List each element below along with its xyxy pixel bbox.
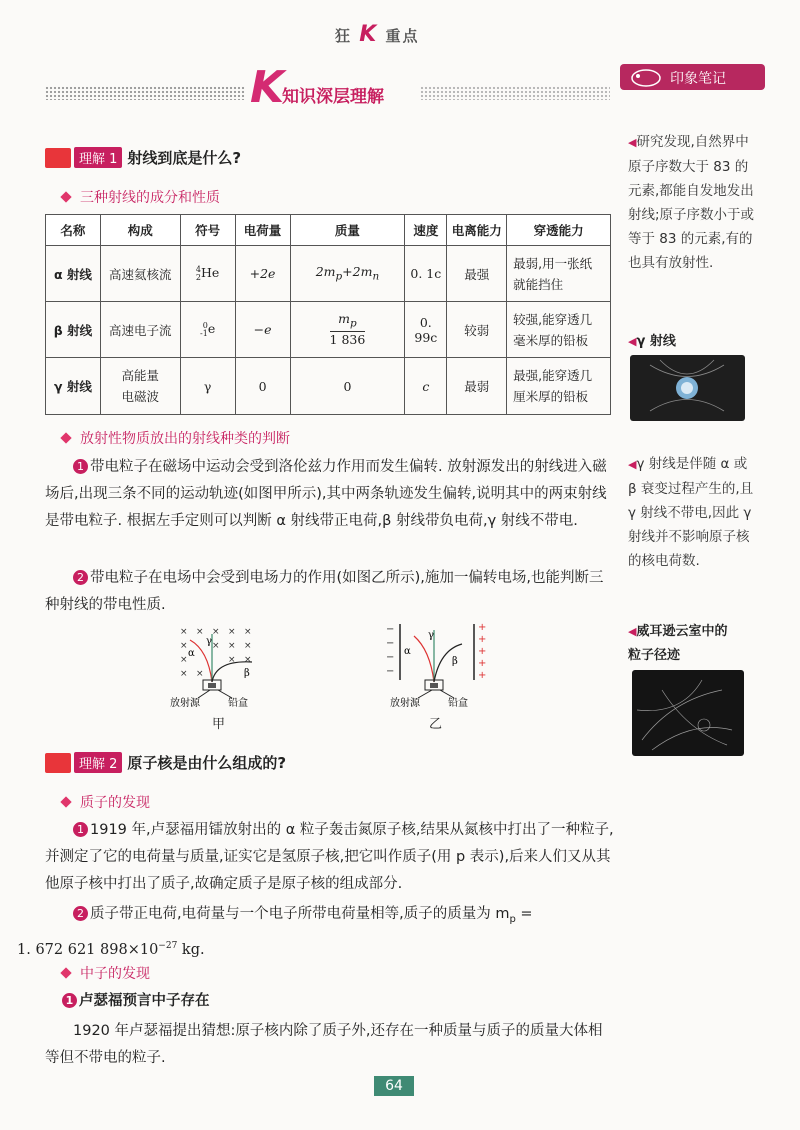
table-row-alpha xyxy=(46,246,611,302)
header-cell: 构成 xyxy=(100,215,180,246)
sidebar-note2: ◀γ 射线是伴随 α 或 β 衰变过程产生的,且 γ 射线不带电,因此 γ 射线并不影响原子核的核电荷数. xyxy=(628,456,754,569)
box-label: 铅盒 xyxy=(228,698,248,709)
svg-text:×: × xyxy=(196,669,204,679)
source-label: 放射源 xyxy=(170,698,200,709)
cell-ion: 较弱 xyxy=(447,302,507,358)
negative-signs xyxy=(386,624,394,677)
svg-text:×: × xyxy=(228,655,236,665)
sidebar-caption2: ◀威耳逊云室中的 粒子径迹 xyxy=(628,624,728,663)
cloud-chamber-image xyxy=(632,670,744,756)
svg-text:−: − xyxy=(386,638,395,649)
source-label: 放射源 xyxy=(390,698,420,709)
cell-name: β 射线 xyxy=(46,302,101,358)
figure-magnetic-field xyxy=(160,620,290,720)
header-cell: 符号 xyxy=(180,215,235,246)
beta-label: β xyxy=(244,668,250,679)
gamma-label: γ xyxy=(428,630,434,641)
alpha-label: α xyxy=(404,646,411,657)
triangle-icon: ◀ xyxy=(628,136,637,149)
cell-penetration: 较强,能穿透几 毫米厚的铅板 xyxy=(507,302,611,358)
cell-speed: 0. 1c xyxy=(405,246,447,302)
svg-text:+: + xyxy=(478,658,487,669)
header-cell: 质量 xyxy=(290,215,405,246)
svg-text:×: × xyxy=(228,641,236,651)
svg-text:×: × xyxy=(196,627,204,637)
sheep-icon xyxy=(628,67,664,87)
figure-a-title: 甲 xyxy=(212,717,226,732)
section2-heading xyxy=(45,752,286,773)
table-header-row xyxy=(46,215,611,246)
svg-text:×: × xyxy=(244,641,252,651)
source-block xyxy=(208,683,216,688)
svg-text:+: + xyxy=(478,646,487,657)
svg-text:−: − xyxy=(386,652,395,663)
cell-ion: 最强 xyxy=(447,246,507,302)
alpha-label: α xyxy=(188,648,195,659)
header-cell: 电荷量 xyxy=(235,215,290,246)
svg-text:+: + xyxy=(478,634,487,645)
svg-text:−: − xyxy=(386,624,395,635)
gamma-ray-image xyxy=(630,355,745,421)
rays-table xyxy=(45,214,611,415)
cell-comp: 高速电子流 xyxy=(100,302,180,358)
cell-charge: 0 xyxy=(235,358,290,415)
diamond-bullet-icon xyxy=(60,191,71,202)
cell-ion: 最弱 xyxy=(447,358,507,415)
cell-speed: c xyxy=(405,358,447,415)
header-cell: 电离能力 xyxy=(447,215,507,246)
section2-paragraph3: 1920 年卢瑟福提出猜想:原子核内除了质子外,还存在一种质量与质子的质量大体相等但不带电的粒子. xyxy=(45,1023,603,1066)
cell-symbol: γ xyxy=(180,358,235,415)
section2-sub2: 中子的发现 xyxy=(62,963,150,983)
section2-sub1: 质子的发现 xyxy=(62,792,150,812)
cloud-chamber-photo xyxy=(632,670,744,756)
book-icon xyxy=(45,753,71,773)
svg-text:×: × xyxy=(212,627,220,637)
cell-comp: 高速氦核流 xyxy=(100,246,180,302)
section2-badge: 理解 2 xyxy=(74,752,122,773)
svg-text:×: × xyxy=(180,641,188,651)
cell-name: γ 射线 xyxy=(46,358,101,415)
number-badge: 1 xyxy=(73,822,88,837)
section1-badge: 理解 1 xyxy=(74,147,122,168)
section1-paragraph1: 1 带电粒子在磁场中运动会受到洛伦兹力作用而发生偏转. 放射源发出的射线进入磁场后,出现三条不同的运动轨迹(如图甲所示),其中两条轨迹发生偏转,说明其中的两束射线是带电粒子. 根据左手定则可以判断 α 射线带正电荷,β 射线带负电荷,γ 射线不带电. xyxy=(45,459,607,529)
source-block xyxy=(430,683,438,688)
number-badge: 1 xyxy=(73,459,88,474)
diamond-bullet-icon xyxy=(60,432,71,443)
svg-text:+: + xyxy=(478,670,487,681)
figure-b-title: 乙 xyxy=(429,717,443,732)
book-icon xyxy=(45,148,71,168)
svg-text:×: × xyxy=(244,627,252,637)
page-number: 64 xyxy=(374,1076,414,1096)
header-cell: 穿透能力 xyxy=(507,215,611,246)
sidebar-note1: ◀研究发现,自然界中原子序数大于 83 的元素,都能自发地发出射线;原子序数小于或等于 83 的元素,有的也具有放射性. xyxy=(628,134,755,271)
banner-k-logo: K xyxy=(250,62,285,113)
section1-paragraph2: 2 带电粒子在电场中会受到电场力的作用(如图乙所示),施加一偏转电场,也能判断三种射线的带电性质. xyxy=(45,570,604,613)
svg-text:+: + xyxy=(478,622,487,633)
section1-sub2: 放射性物质放出的射线种类的判断 xyxy=(62,428,290,448)
banner-dots-left xyxy=(45,86,245,100)
section2-paragraph1: 1 1919 年,卢瑟福用镭放射出的 α 粒子轰击氮原子核,结果从氮核中打出了一种粒子,并测定了它的电荷量与质量,证实它是氢原子核,把它叫作质子(用 p 表示),后来人们又从其他原子核中打出了质子,故确定质子是原子核的组成部分. xyxy=(45,822,614,892)
svg-text:×: × xyxy=(180,655,188,665)
section2-title: 原子核是由什么组成的? xyxy=(127,754,287,772)
svg-text:×: × xyxy=(180,627,188,637)
gamma-label: γ xyxy=(206,636,212,647)
cell-name: α 射线 xyxy=(46,246,101,302)
beta-track xyxy=(434,644,462,682)
number-badge: 2 xyxy=(73,570,88,585)
alpha-track xyxy=(414,636,434,682)
cell-mass: $\frac{m_p}{1 836}$ xyxy=(290,302,405,358)
cell-symbol: 4 2He xyxy=(180,246,235,302)
section1-sub1: 三种射线的成分和性质 xyxy=(62,187,220,207)
cell-mass: 0 xyxy=(290,358,405,415)
number-badge: 1 xyxy=(62,993,77,1008)
cell-comp: 高能量 电磁波 xyxy=(100,358,180,415)
cell-penetration: 最弱,用一张纸 就能挡住 xyxy=(507,246,611,302)
svg-text:×: × xyxy=(244,655,252,665)
cell-charge: +2e xyxy=(235,246,290,302)
cell-mass: $2m_p+2m_n$ xyxy=(290,246,405,302)
figure-electric-field xyxy=(370,620,500,720)
cell-charge: −e xyxy=(235,302,290,358)
brand-header: 狂 K 重点 xyxy=(335,22,420,47)
diamond-bullet-icon xyxy=(60,796,71,807)
svg-text:−: − xyxy=(386,666,395,677)
note-tab-label: 印象笔记 xyxy=(670,71,726,87)
note-tab xyxy=(620,64,765,90)
positive-signs xyxy=(478,622,486,681)
banner-title: 知识深层理解 xyxy=(282,87,384,107)
sidebar-caption1: ◀γ 射线 xyxy=(628,334,676,349)
beta-label: β xyxy=(452,656,458,667)
svg-text:×: × xyxy=(228,627,236,637)
svg-text:×: × xyxy=(212,641,220,651)
header-cell: 名称 xyxy=(46,215,101,246)
section1-title: 射线到底是什么? xyxy=(127,149,242,167)
gamma-ray-photo xyxy=(630,355,745,421)
triangle-icon: ◀ xyxy=(628,335,637,348)
neutron-heading: 1 卢瑟福预言中子存在 xyxy=(62,988,210,1015)
section1-heading xyxy=(45,147,241,168)
table-row-gamma xyxy=(46,358,611,415)
triangle-icon: ◀ xyxy=(628,625,637,638)
cell-penetration: 最强,能穿透几 厘米厚的铅板 xyxy=(507,358,611,415)
header-cell: 速度 xyxy=(405,215,447,246)
banner-dots-right xyxy=(420,86,610,100)
diamond-bullet-icon xyxy=(60,967,71,978)
section2-paragraph2: 2 质子带正电荷,电荷量与一个电子所带电荷量相等,质子的质量为 $m_p$ = 1. 672 621 $898\times 10^{-27}$ kg. xyxy=(17,906,533,958)
cell-symbol: 0 -1e xyxy=(180,302,235,358)
table-row-beta xyxy=(46,302,611,358)
number-badge: 2 xyxy=(73,906,88,921)
cell-speed: 0. 99c xyxy=(405,302,447,358)
svg-text:×: × xyxy=(180,669,188,679)
box-label: 铅盒 xyxy=(448,698,468,709)
triangle-icon: ◀ xyxy=(628,458,637,471)
